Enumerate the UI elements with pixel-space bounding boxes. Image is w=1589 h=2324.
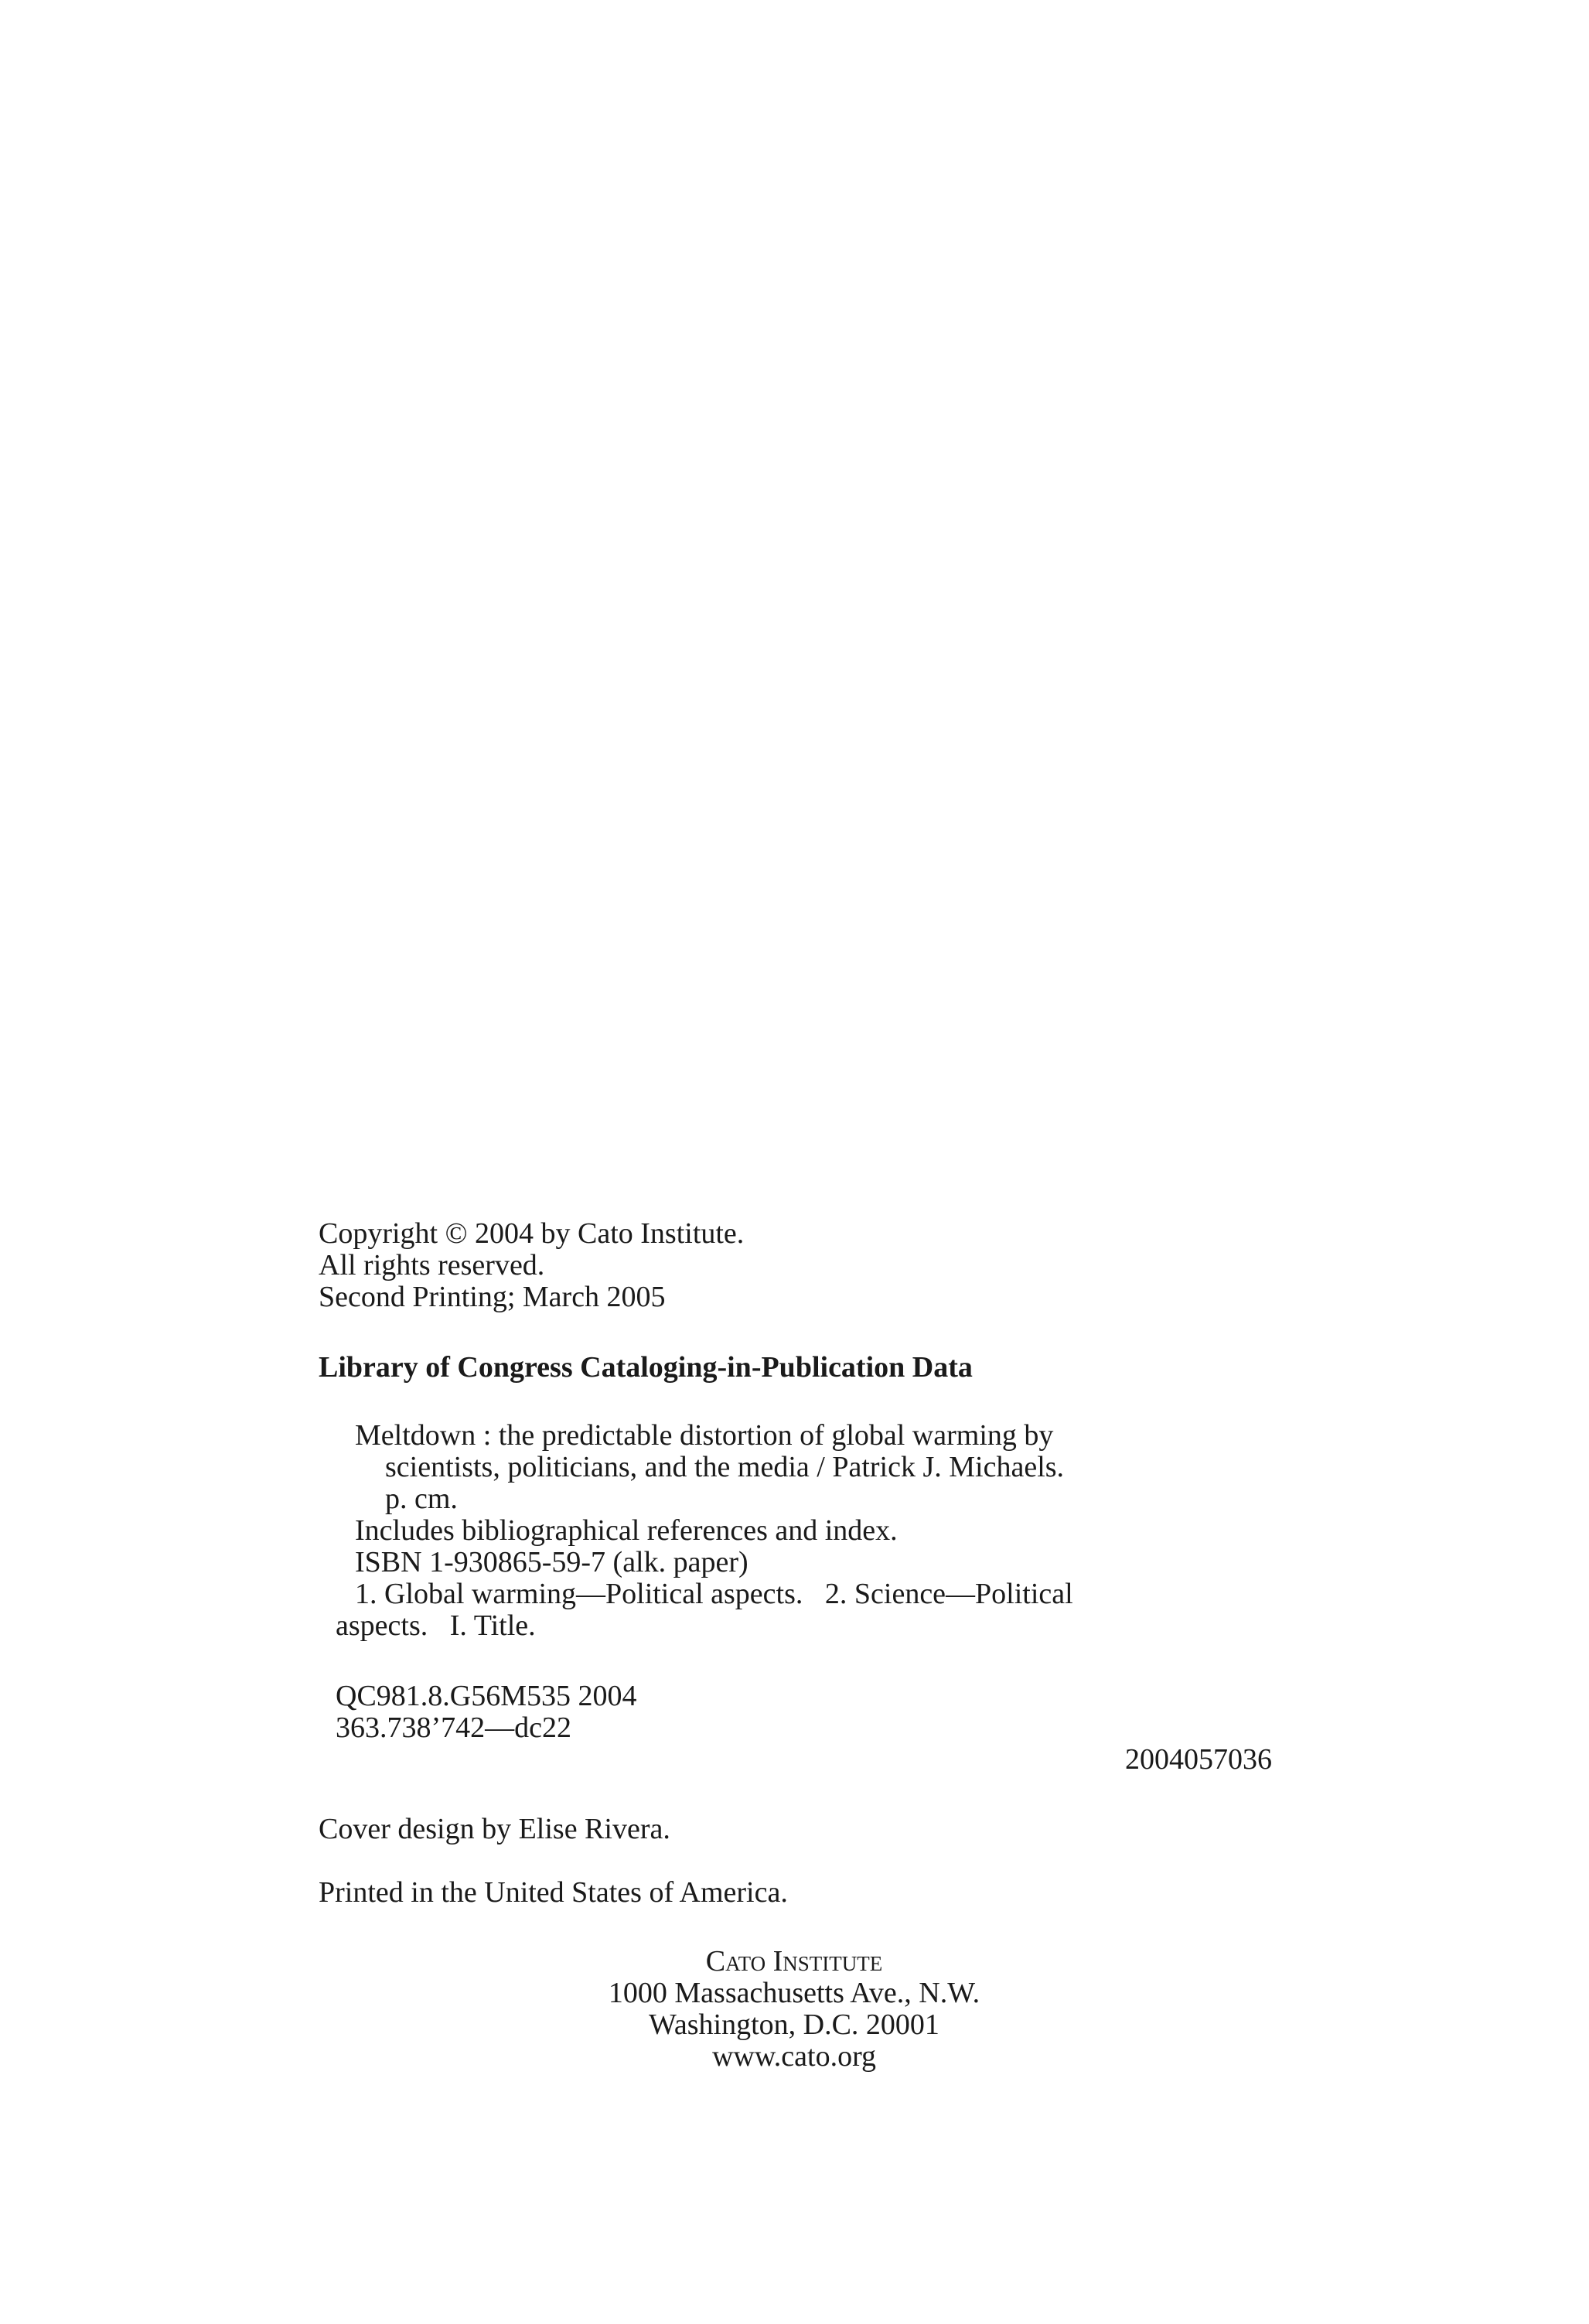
copyright-notice: Copyright © 2004 by Cato Institute. <box>319 1217 745 1250</box>
cip-physical-description: p. cm. <box>385 1483 458 1515</box>
cip-notes: Includes bibliographical references and index. <box>355 1514 898 1547</box>
cip-subjects: 1. Global warming—Political aspects. 2. Science—Political <box>355 1578 1073 1610</box>
dewey-classification: 363.738’742—dc22 <box>336 1711 572 1744</box>
cip-title-line: Meltdown : the predictable distortion of global warming by <box>355 1419 1054 1452</box>
cip-isbn: ISBN 1-930865-59-7 (alk. paper) <box>355 1546 748 1578</box>
publisher-address-city: Washington, D.C. 20001 <box>649 2008 939 2041</box>
printing-info: Second Printing; March 2005 <box>319 1281 666 1313</box>
printed-in-credit: Printed in the United States of America. <box>319 1876 788 1909</box>
rights-reserved: All rights reserved. <box>319 1249 545 1281</box>
cip-heading: Library of Congress Cataloging-in-Publication Data <box>319 1351 973 1384</box>
publisher-name: Cato Institute <box>705 1945 883 1978</box>
cover-design-credit: Cover design by Elise Rivera. <box>319 1813 670 1845</box>
call-number: QC981.8.G56M535 2004 <box>336 1680 637 1712</box>
cip-subjects-continuation: aspects. I. Title. <box>336 1609 536 1642</box>
publisher-website: www.cato.org <box>711 2040 877 2073</box>
cip-title-continuation: scientists, politicians, and the media / Patrick J. Michaels. <box>385 1451 1065 1483</box>
lccn: 2004057036 <box>1125 1743 1272 1776</box>
publisher-address-street: 1000 Massachusetts Ave., N.W. <box>608 1977 980 2009</box>
